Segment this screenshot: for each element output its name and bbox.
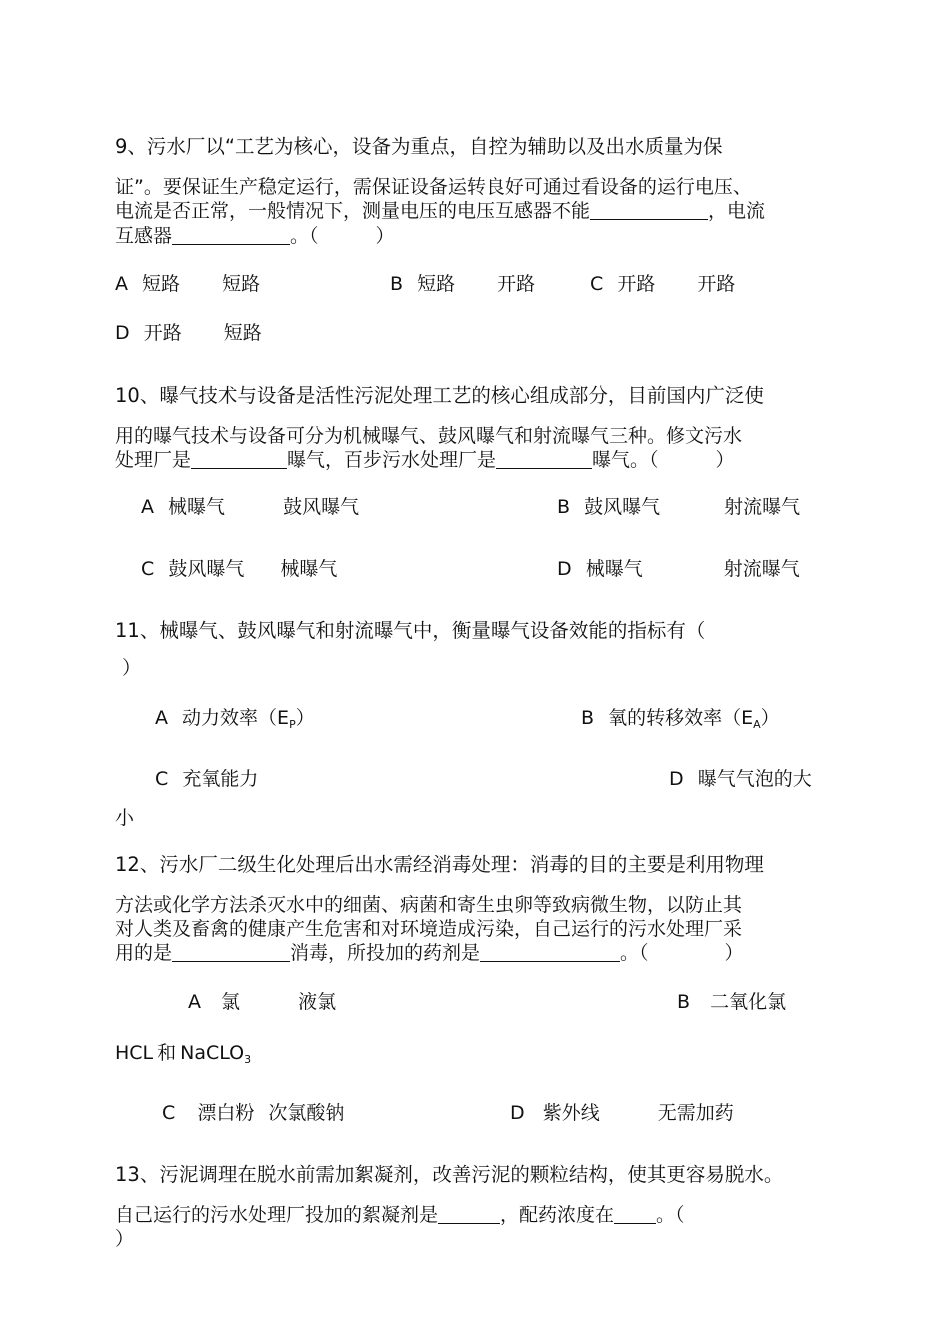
option-value-2: 次氯酸钠 [268,1102,345,1124]
q11-option-b [581,705,780,738]
q12-line-2: 方法或化学方法杀灭水中的细菌、病菌和寄生虫卵等致病微生物，以防止其 [115,894,743,916]
q9-line-2: 证”。要保证生产稳定运行，需保证设备运转良好可通过看设备的运行电压、 [115,176,752,198]
option-value-1: 开路 [143,322,182,344]
option-value-2: 短路 [222,273,261,295]
option-value-1: 开路 [617,273,656,295]
q11-option-a [155,705,315,738]
q10-line-1: 10、曝气技术与设备是活性污泥处理工艺的核心组成部分，目前国内广泛使 [115,384,764,407]
q12-option-b [677,989,786,1015]
q12-line-3: 对人类及畜禽的健康产生危害和对环境造成污染，自己运行的污水处理厂采 [115,918,743,940]
q11-line-1: 11、械曝气、鼓风曝气和射流曝气中，衡量曝气设备效能的指标有（ [115,619,706,642]
option-text [182,707,315,729]
q10-option-b [557,494,800,520]
option-text-main: 氧的转移效率（E [608,707,754,729]
option-value-2: 射流曝气 [723,558,800,580]
q10-option-d [557,556,800,582]
option-key: D [557,558,572,580]
q11-option-c [155,766,258,792]
option-value-1: 械曝气 [585,558,643,580]
option-value-1: 短路 [142,273,181,295]
q13-line-1: 13、污泥调理在脱水前需加絮凝剂，改善污泥的颗粒结构，使其更容易脱水。 [115,1163,784,1186]
option-text [608,707,780,729]
option-value-1: 漂白粉 [197,1102,255,1124]
q12-option-b-continued [115,1040,251,1073]
q13-line-2-end: 。（ [656,1204,685,1226]
q9-blank-2[interactable] [172,224,290,245]
option-key: D [669,768,684,790]
option-text-main: 动力效率（E [182,707,290,729]
option-key: C [590,273,604,295]
option-subscript: P [289,718,296,731]
q9-option-a [115,271,260,297]
option-key: C [155,768,169,790]
q10-blank-1[interactable] [191,448,287,469]
q10-line-3-end: 曝气。（ ） [592,449,735,471]
option-b-formula-1: HCL [115,1042,154,1064]
option-b-subscript: 3 [244,1053,252,1066]
option-value-2: 射流曝气 [724,496,801,518]
q10-blank-2[interactable] [496,448,592,469]
option-value-2: 液氯 [298,991,337,1013]
q9-line-3-text: 电流是否正常，一般情况下，测量电压的电压互感器不能 [115,200,591,222]
q10-option-c [141,556,337,582]
q9-line-4-text: 互感器 [115,225,173,247]
q10-line-2: 用的曝气技术与设备可分为机械曝气、鼓风曝气和射流曝气三种。修文污水 [115,425,743,447]
q13-blank-1[interactable] [438,1203,500,1224]
q12-option-d [510,1100,734,1126]
option-value-1: 短路 [417,273,456,295]
option-subscript: A [753,718,761,731]
q9-line-1: 9、污水厂以“工艺为核心，设备为重点，自控为辅助以及出水质量为保 [115,135,723,158]
option-key: A [141,496,154,518]
option-text: 充氧能力 [182,768,259,790]
q9-line-4 [115,223,395,249]
option-value-2: 鼓风曝气 [283,496,360,518]
option-value-2: 开路 [697,273,736,295]
option-key: C [141,558,155,580]
option-value-1: 氯 [221,991,241,1013]
q13-line-2-text: 自己运行的污水处理厂投加的絮凝剂是 [115,1204,439,1226]
q9-line-3-end: ，电流 [708,200,766,222]
option-value-1: 紫外线 [542,1102,600,1124]
q13-blank-2[interactable] [614,1203,656,1224]
option-key: C [162,1102,176,1124]
q12-line-4 [115,940,744,966]
option-key: B [557,496,571,518]
option-key: A [188,991,201,1013]
q10-line-3-mid: 曝气，百步污水处理厂是 [287,449,497,471]
q13-line-3: ） [115,1228,135,1250]
option-value-1: 鼓风曝气 [584,496,661,518]
q12-option-c [162,1100,344,1126]
option-key: A [155,707,168,729]
q11-line-2: ） [122,657,142,679]
option-b-connector: 和 [157,1042,177,1064]
q12-blank-1[interactable] [172,941,290,962]
q11-option-d [669,766,812,792]
option-text-end: ） [760,707,780,729]
q12-option-a [188,989,336,1015]
q9-line-4-end: 。（ ） [290,225,395,247]
option-value-1: 鼓风曝气 [168,558,245,580]
q12-blank-2[interactable] [480,941,620,962]
option-key: D [115,322,130,344]
option-value-2: 械曝气 [280,558,338,580]
option-value-1: 二氧化氯 [710,991,787,1013]
option-value-1: 械曝气 [168,496,226,518]
q12-line-4-mid: 消毒，所投加的药剂是 [290,942,481,964]
q13-line-2 [115,1202,685,1228]
q9-blank-1[interactable] [590,199,708,220]
option-key: D [510,1102,525,1124]
q13-line-2-mid: ，配药浓度在 [500,1204,615,1226]
q12-line-4-end: 。（ ） [620,942,744,964]
q9-option-d [115,320,262,346]
option-value-2: 无需加药 [657,1102,734,1124]
option-text: 曝气气泡的大 [697,768,812,790]
q9-line-3 [115,198,765,224]
option-b-formula-2: NaCLO [180,1042,245,1064]
q9-option-b [390,271,535,297]
option-text-end: ） [295,707,315,729]
option-key: A [115,273,128,295]
q11-option-d-continued: 小 [115,807,135,829]
option-key: B [390,273,404,295]
q10-line-3 [115,447,735,473]
q12-line-4-text: 用的是 [115,942,173,964]
option-value-2: 短路 [223,322,262,344]
q12-line-1: 12、污水厂二级生化处理后出水需经消毒处理：消毒的目的主要是利用物理 [115,853,764,876]
q10-line-3-text: 处理厂是 [115,449,192,471]
q10-option-a [141,494,359,520]
option-key: B [581,707,595,729]
option-value-2: 开路 [497,273,536,295]
q9-option-c [590,271,735,297]
option-key: B [677,991,691,1013]
